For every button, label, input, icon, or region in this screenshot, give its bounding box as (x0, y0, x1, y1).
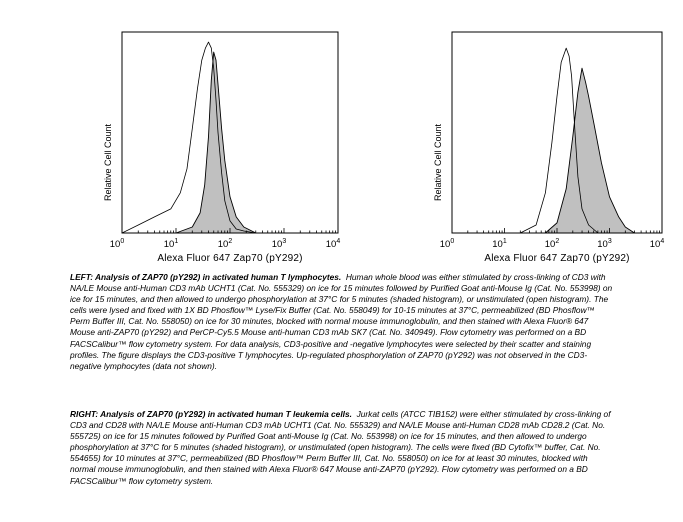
left-caption (70, 272, 615, 372)
right-x-tick-label: $10^4$ (649, 238, 665, 250)
left-x-tick-label: $10^3$ (271, 238, 287, 250)
left-x-tick-label: $10^2$ (217, 238, 233, 250)
right-caption-heading: RIGHT: Analysis of ZAP70 (pY292) in activated human T leukemia cells. (70, 409, 352, 419)
left-y-axis-label: Relative Cell Count (103, 123, 113, 202)
left-caption-heading: LEFT: Analysis of ZAP70 (pY292) in activated human T lymphocytes. (70, 272, 342, 282)
left-x-axis-label: Alexa Fluor 647 Zap70 (pY292) (157, 253, 303, 264)
right-x-axis-label: Alexa Fluor 647 Zap70 (pY292) (484, 253, 630, 264)
right-x-tick-label: $10^1$ (492, 238, 507, 250)
right-shaded-histogram (545, 68, 634, 233)
right-caption (70, 409, 615, 487)
right-plot-frame (452, 32, 662, 233)
right-y-axis-label: Relative Cell Count (433, 123, 443, 202)
right-x-tick-label: $10^3$ (597, 238, 612, 250)
right-caption-body: Jurkat cells (ATCC TIB152) were either stimulated by cross-linking of CD3 and CD28 with NA/LE Mouse anti-Human CD3 mAb UCHT1 (Cat. No. 555329) and NA/LE Mouse anti-Human CD28 mAb CD28.2 (Cat. No. 555725) on ice for 15 minutes followed by Purified Goat anti-Mouse Ig (Cat. No. 553998) on ice for 15 minutes, and then allowed to undergo phosphorylation at 37°C for 5 minutes (shaded histogram), or unstimulated (open histogram). The cells were fixed (BD Cytofix™ buffer, Cat. No. 554655) for 10 minutes at 37°C, permeabilized (BD Phosflow™ Perm Buffer III, Cat. No. 558050) on ice for at least 30 minutes, blocked with normal mouse immunoglobulin, and then stained with Alexa Fluor® 647 Mouse anti-ZAP70 (pY292). Flow cytometry was performed on a BD FACSCalibur™ flow cytometry system. (70, 409, 611, 486)
left-x-tick-label: $10^1$ (163, 238, 179, 250)
left-x-tick-label: $10^4$ (325, 238, 341, 250)
right-x-tick-label: $10^0$ (439, 238, 455, 250)
left-x-tick-label: $10^0$ (109, 238, 125, 250)
left-caption-body: Human whole blood was either stimulated by cross-linking of CD3 with NA/LE Mouse anti-Human CD3 mAb UCHT1 (Cat. No. 555329) on ice for 15 minutes followed by Purified Goat anti-Mouse Ig (Cat. No. 553998) on ice for 15 minutes, and then allowed to undergo phosphorylation at 37°C for 5 minutes (shaded histogram), or unstimulated (open histogram). The cells were lysed and fixed with 1X BD Phosflow™ Lyse/Fix Buffer (Cat. No. 558049) for 10-15 minutes at 37°C, permeabilized (BD Phosflow™ Perm Buffer III, Cat. No. 558050) on ice for 30 minutes, blocked with normal mouse immunoglobulin, and then stained with Alexa Fluor® 647 Mouse anti-ZAP70 (pY292) and PerCP-Cy5.5 Mouse anti-human CD3 mAb SK7 (Cat. No. 340949). Flow cytometry was performed on a BD FACSCalibur™ flow cytometry system. For data analysis, CD3-positive and -negative lymphocytes were selected by their scatter and staining profiles. The figure displays the CD3-positive T lymphocytes. Up-regulated phosphorylation of ZAP70 (pY292) was not observed in the CD3-negative lymphocytes (data not shown). (70, 272, 613, 371)
right-x-tick-label: $10^2$ (544, 238, 560, 250)
